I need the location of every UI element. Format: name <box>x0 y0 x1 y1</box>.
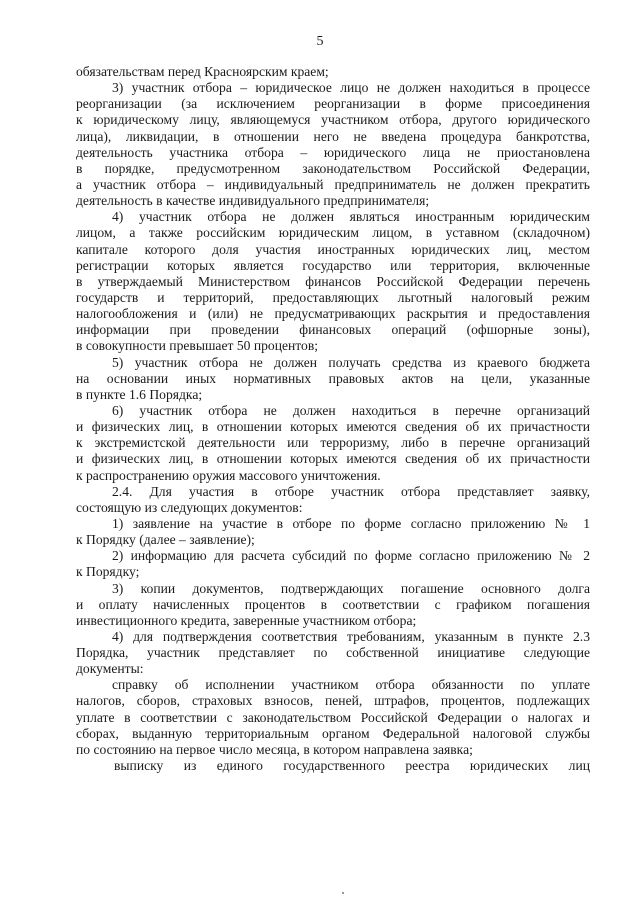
text-line: к юридическому лицу, являющемуся участником отбора, другого юридического <box>76 112 590 128</box>
text-line: в пункте 1.6 Порядка; <box>76 386 203 402</box>
text-line: 4) участник отбора не должен являться иностранным юридическим <box>112 209 590 225</box>
text-line: 1) заявление на участие в отборе по форме согласно приложению № 1 <box>112 515 590 531</box>
text-line: к Порядку (далее – заявление); <box>76 532 255 548</box>
text-line: 2.4. Для участия в отборе участник отбора представляет заявку, <box>112 483 590 499</box>
text-line: информации при проведении финансовых операций (офшорные зоны), <box>76 322 590 338</box>
text-line: по состоянию на первое число месяца, в котором направлена заявка; <box>76 741 473 757</box>
text-line: уплате в соответствии с законодательством Российской Федерации о налогах и <box>76 709 590 725</box>
text-line: налогов, сборов, страховых взносов, пеней, штрафов, процентов, подлежащих <box>76 693 590 709</box>
text-line: инвестиционного кредита, заверенные участником отбора; <box>76 612 417 628</box>
text-line: к Порядку; <box>76 564 140 580</box>
text-line: деятельность в качестве индивидуального предпринимателя; <box>76 193 430 209</box>
text-line: 3) участник отбора – юридическое лицо не должен находиться в процессе <box>112 80 590 96</box>
text-line: и физических лиц, в отношении которых имеются сведения об их причастности <box>76 419 590 435</box>
text-line: лица), ликвидации, в отношении него не введена процедура банкротства, <box>76 128 590 144</box>
text-line: обязательствам перед Красноярским краем; <box>76 64 329 79</box>
text-line: к экстремистской деятельности или терроризму, либо в перечне организаций <box>76 435 590 451</box>
text-line: 2) информацию для расчета субсидий по форме согласно приложению № 2 <box>112 548 590 564</box>
text-line: капитале которого доля участия иностранных юридических лиц, местом <box>76 241 590 257</box>
text-line: к распространению оружия массового уничтожения. <box>76 467 381 483</box>
text-line: 4) для подтверждения соответствия требованиям, указанным в пункте 2.3 <box>112 628 590 644</box>
text-line: сборах, выданную территориальным органом Федеральной налоговой службы <box>76 725 590 741</box>
text-line: лицом, а также российским юридическим лицом, в уставном (складочном) <box>76 225 590 241</box>
text-line: выписку из единого государственного реестра юридических лиц <box>114 758 590 774</box>
text-line: справку об исполнении участником отбора обязанности по уплате <box>112 677 590 693</box>
page-number: 5 <box>316 34 324 49</box>
text-line: документы: <box>76 661 144 677</box>
text-line: налогообложения и (или) не предусматривающих раскрытия и предоставления <box>76 306 590 322</box>
text-line: деятельность участника отбора – юридического лица не приостановлена <box>76 144 590 160</box>
scan-speck <box>342 892 344 894</box>
text-line: и оплату начисленных процентов в соответствии с графиком погашения <box>76 596 590 612</box>
text-line: на основании иных нормативных правовых актов на цели, указанные <box>76 370 590 386</box>
text-line: в утверждаемый Министерством финансов Российской Федерации перечень <box>76 273 590 289</box>
text-line: государств и территорий, предоставляющих льготный налоговый режим <box>76 289 590 305</box>
text-line: реорганизации (за исключением реорганизации в форме присоединения <box>76 96 590 112</box>
text-line: Порядка, участник представляет по собственной инициативе следующие <box>76 645 590 661</box>
text-line: 5) участник отбора не должен получать средства из краевого бюджета <box>112 354 590 370</box>
text-line: 6) участник отбора не должен находиться в перечне организаций <box>112 402 590 418</box>
text-line: и физических лиц, в отношении которых имеются сведения об их причастности <box>76 451 590 467</box>
text-line: состоящую из следующих документов: <box>76 499 303 515</box>
text-line: в совокупности превышает 50 процентов; <box>76 338 319 354</box>
text-line: регистрации которых является государство или территория, включенные <box>76 257 590 273</box>
text-line: 3) копии документов, подтверждающих погашение основного долга <box>112 580 590 596</box>
text-line: в порядке, предусмотренном законодательством Российской Федерации, <box>76 160 590 176</box>
text-line: а участник отбора – индивидуальный предприниматель не должен прекратить <box>76 176 590 192</box>
document-body <box>76 64 590 774</box>
